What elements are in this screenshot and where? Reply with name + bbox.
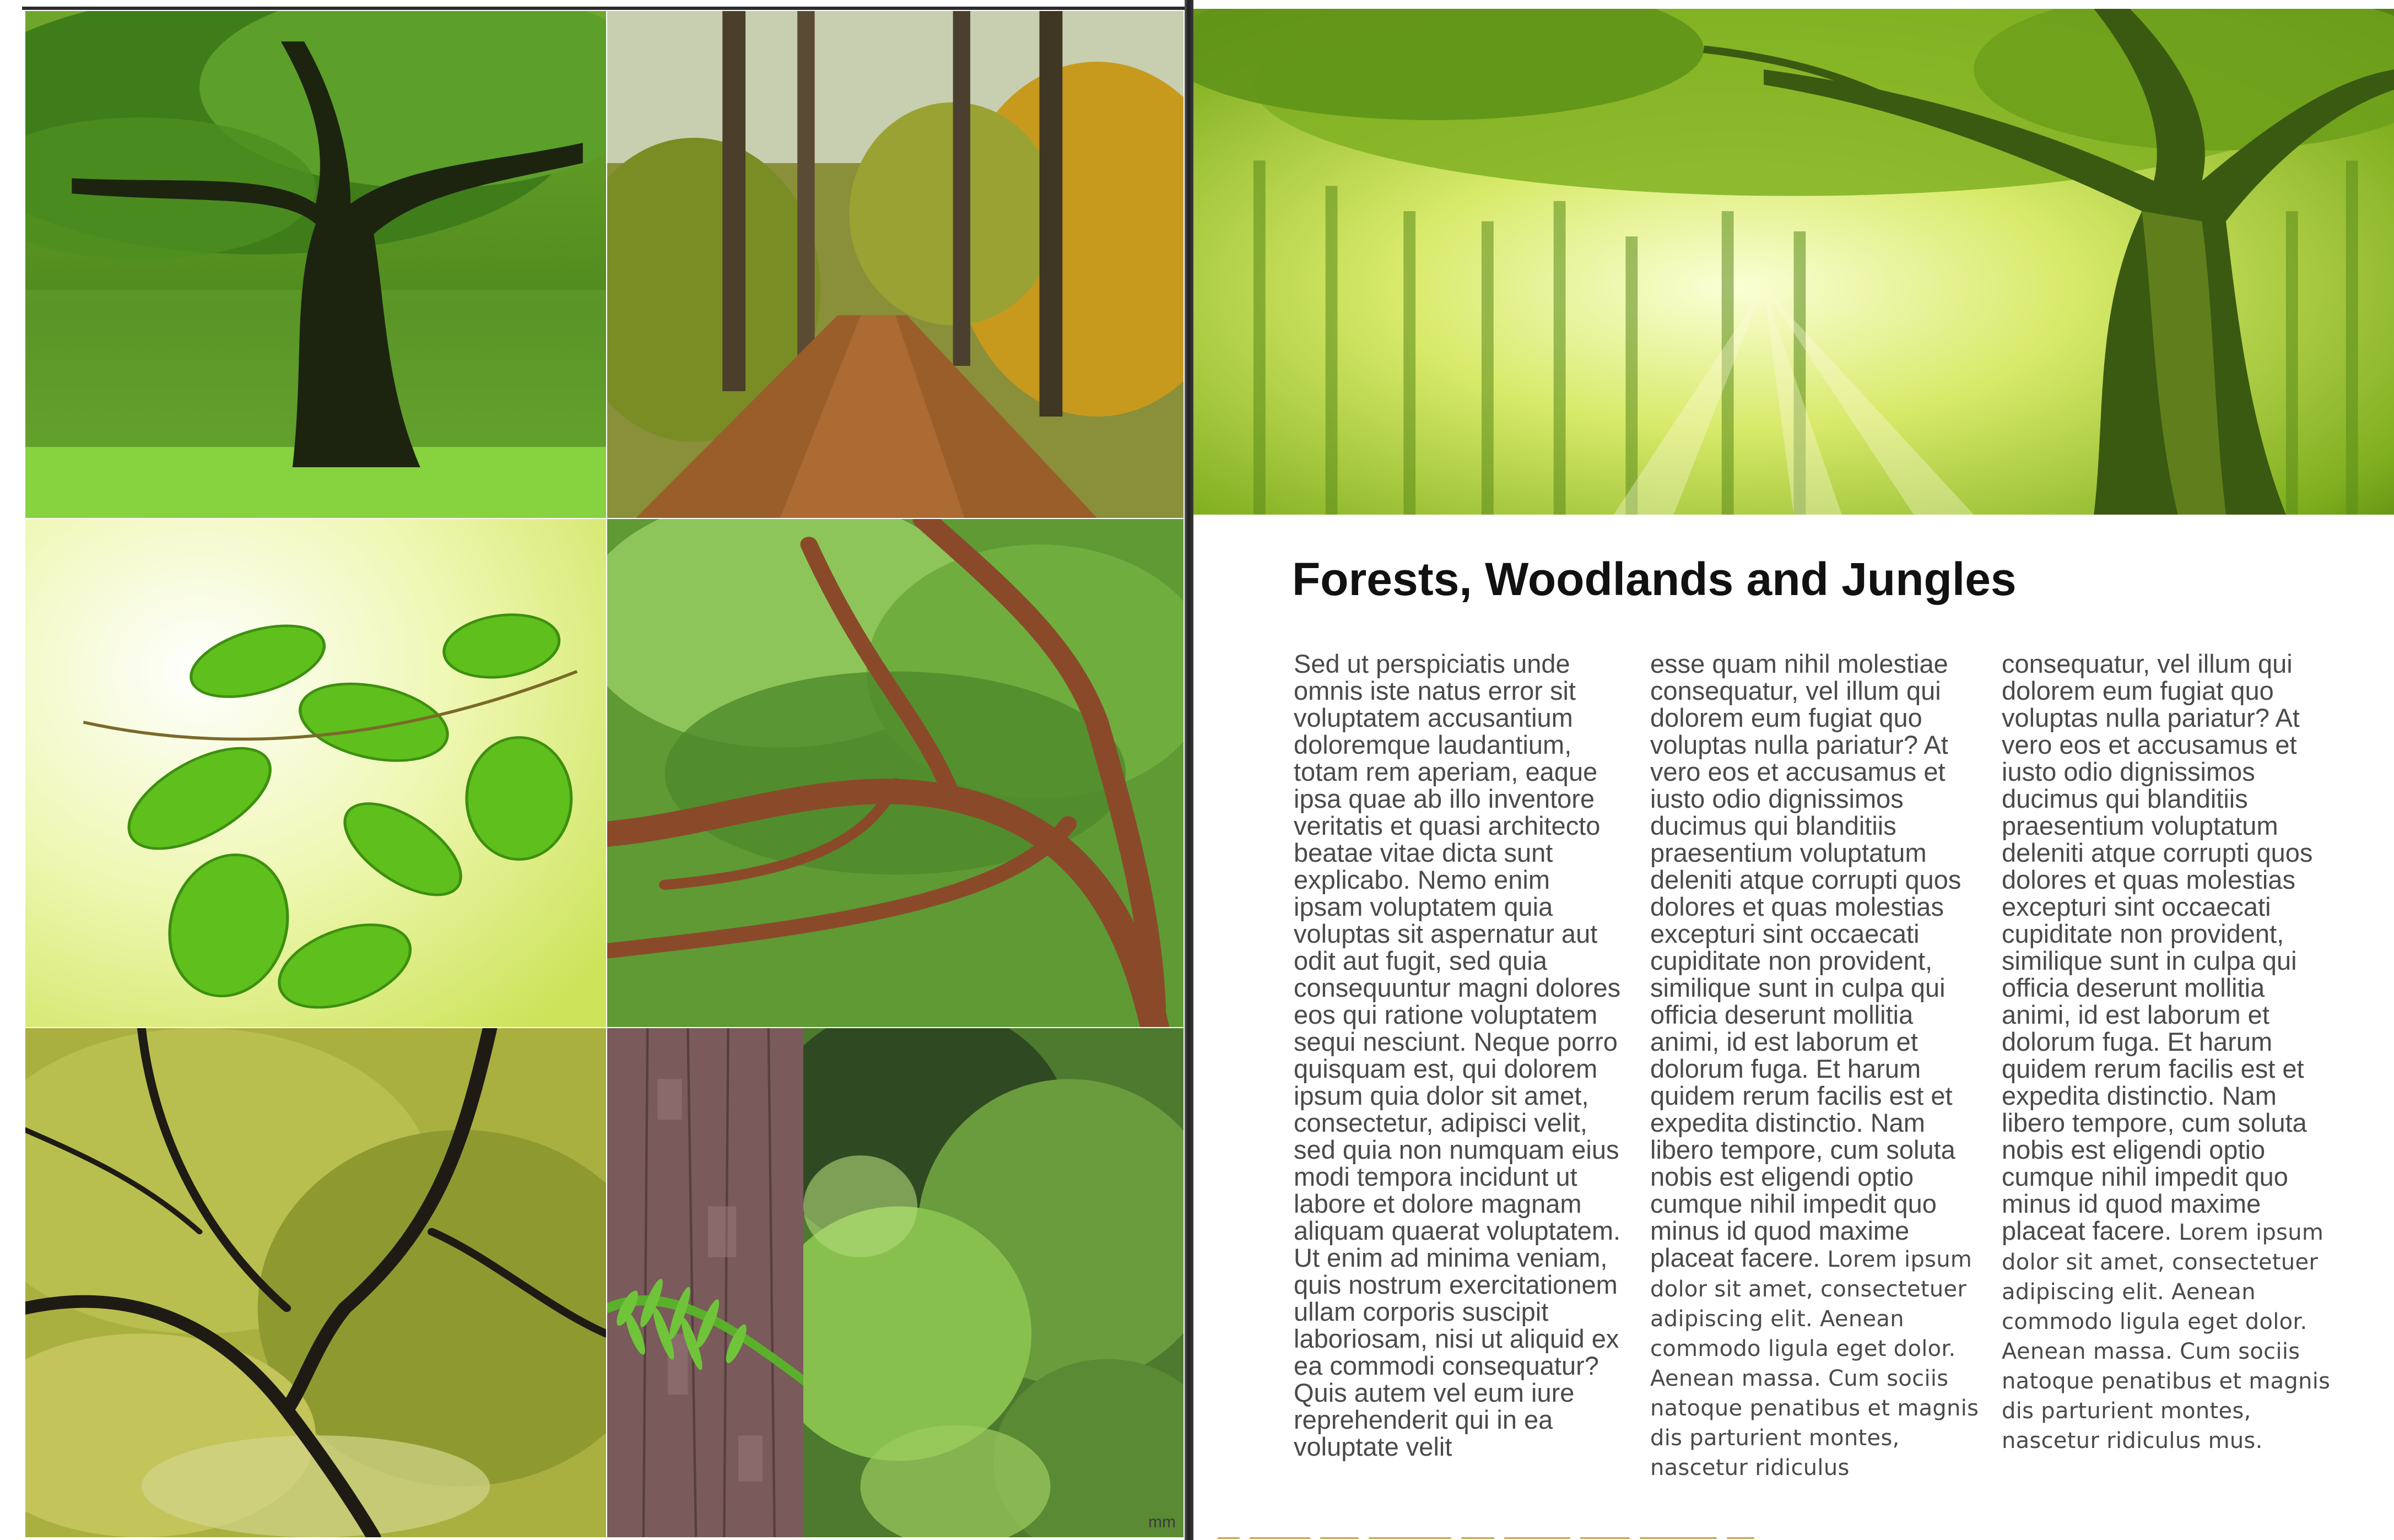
photo-maple-canopy [25,1028,606,1537]
photo-autumn-forest-path [607,11,1184,518]
article-column-1 [1294,650,1624,1460]
photo-pine-bark-fern [607,1028,809,1537]
article-column-3 [2002,650,2332,1455]
photo-big-oak-tree [25,11,606,518]
page-gutter [1185,0,1193,1540]
article-column-3-body: consequatur, vel illum qui dolorem eum fugiat quo voluptas nulla pariatur? At vero eos et accusamus et iusto odio dignissimos ducimus qui blanditiis praesentium voluptatum deleniti atque corrupti quos dolores et quas molestias excepturi sint occaecati cupiditate non provident, similique sunt in culpa qui officia deserunt mollitia animi, id est laborum et dolorum fuga. Et harum quidem rerum facilis est et expedita distinctio. Nam libero tempore, cum soluta nobis est eligendi optio cumque nihil impedit quo minus id quod maxime placeat facere. [2002,649,2313,1245]
article-column-3-tail: Lorem ipsum dolor sit amet, consectetuer adipiscing elit. Aenean commodo ligula eget dolor. Aenean massa. Cum sociis natoque penatibus et magnis dis parturient montes, nascetur ridiculus mus. [2002,1220,2331,1453]
photo-hero-mossy-tree-sunrays [1193,9,2394,515]
article-column-1-body: Sed ut perspiciatis unde omnis iste natus error sit voluptatem accusantium doloremque laudantium, totam rem aperiam, eaque ipsa quae ab illo inventore veritatis et quasi architecto beatae vitae dicta sunt explicabo. Nemo enim ipsam voluptatem quia voluptas sit aspernatur aut odit aut fugit, sed quia consequuntur magni dolores eos qui ratione voluptatem sequi nesciunt. Neque porro quisquam est, qui dolorem ipsum quia dolor sit amet, consectetur, adipisci velit, sed quia non numquam eius modi tempora incidunt ut labore et dolore magnam aliquam quaerat voluptatem. Ut enim ad minima veniam, quis nostrum exercitationem ullam corporis suscipit laboriosam, nisi ut aliquid ex ea commodi consequatur? Quis autem vel eum iure reprehenderit qui in ea voluptate velit [1294,649,1621,1461]
article-title: Forests, Woodlands and Jungles [1292,553,2017,605]
top-rule [22,7,1185,10]
photo-blurred-green-foliage [803,1028,1184,1537]
article-column-2 [1650,650,1981,1482]
article-column-2-tail: Lorem ipsum dolor sit amet, consectetuer adipiscing elit. Aenean commodo ligula eget dolor. Aenean massa. Cum sociis natoque penatibus et magnis dis parturient montes, nascetur ridiculus [1650,1247,1979,1480]
article-column-2-body: esse quam nihil molestiae consequatur, vel illum qui dolorem eum fugiat quo voluptas nulla pariatur? At vero eos et accusamus et iusto odio dignissimos ducimus qui blanditiis praesentium voluptatum deleniti atque corrupti quos dolores et quas molestias excepturi sint occaecati cupiditate non provident, similique sunt in culpa qui officia deserunt mollitia animi, id est laborum et dolorum fuga. Et harum quidem rerum facilis est et expedita distinctio. Nam libero tempore, cum soluta nobis est eligendi optio cumque nihil impedit quo minus id quod maxime placeat facere. [1650,649,1961,1272]
photo-tree-branches [607,519,1184,1027]
photo-credit: mm [1148,1513,1176,1531]
footer-decoration [1218,1533,1796,1539]
photo-green-leaves [25,519,606,1027]
